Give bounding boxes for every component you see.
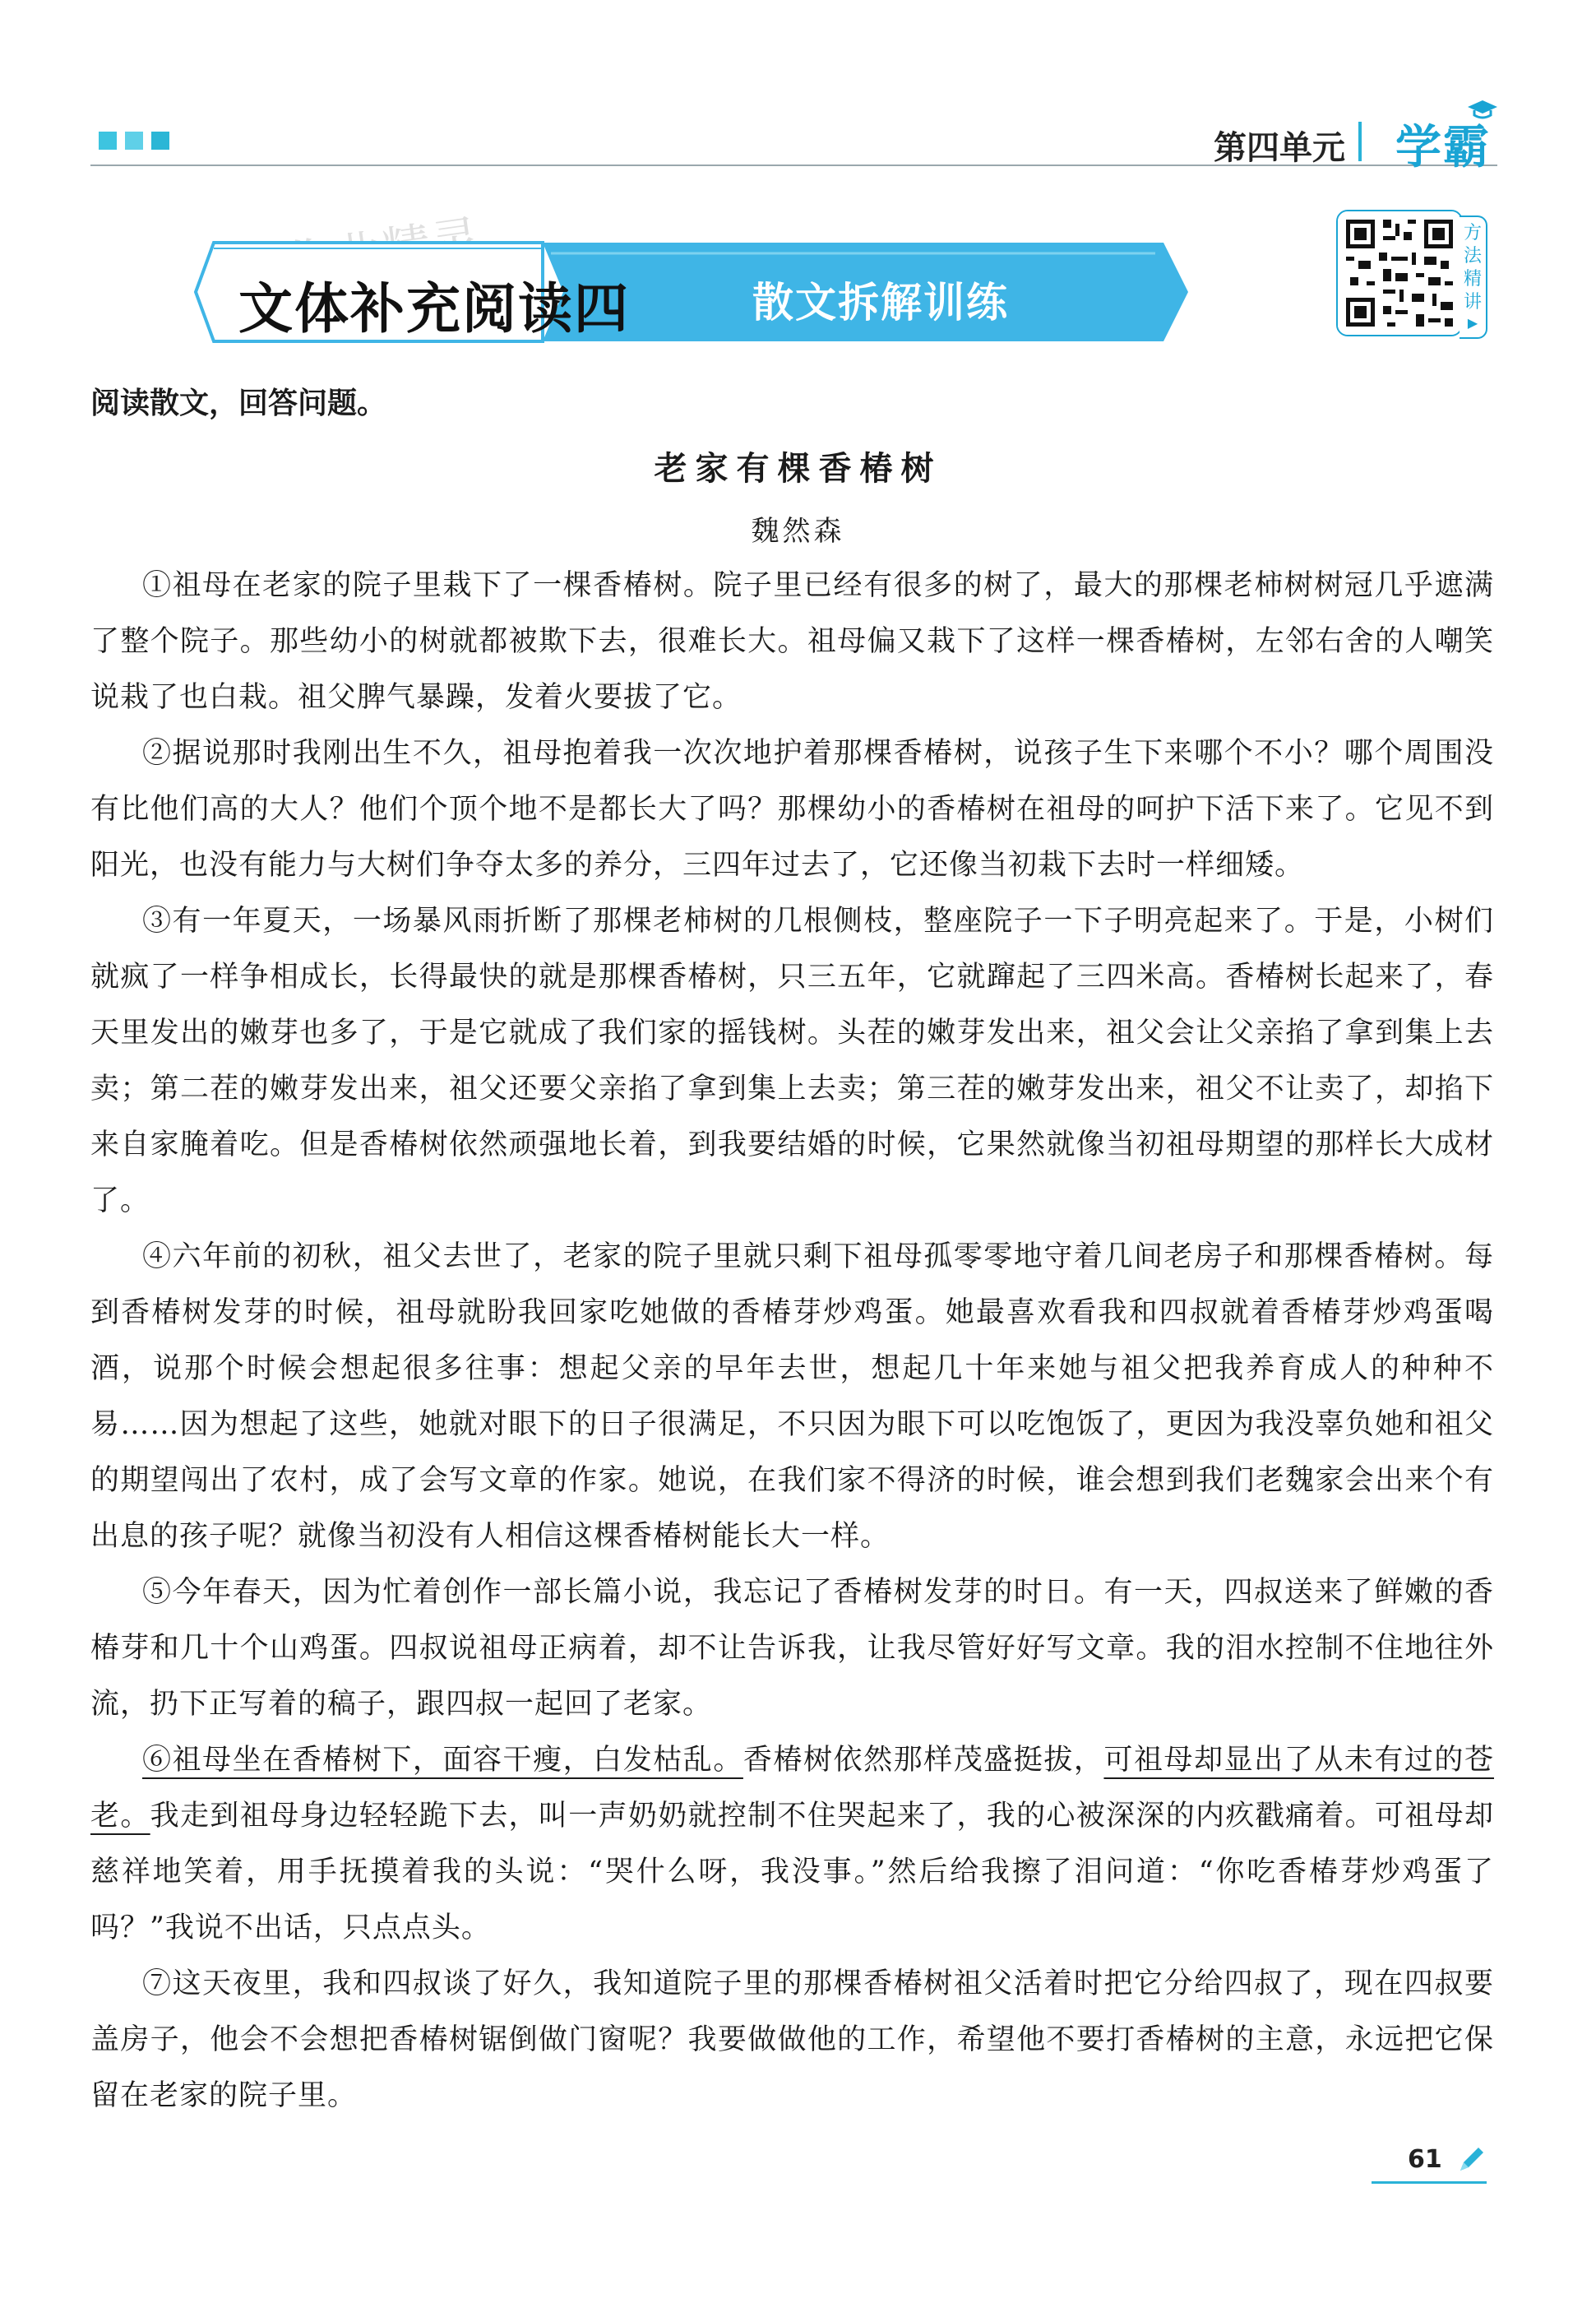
underlined-sentence-1: ⑥祖母坐在香椿树下，面容干瘦，白发枯乱。 — [142, 1744, 743, 1777]
play-icon: ▶ — [1467, 315, 1478, 331]
paragraph-7: ⑦这天夜里，我和四叔谈了好久，我知道院子里的那棵香椿树祖父活着时把它分给四叔了，现在四叔要盖房子，他会不会想把香椿树锯倒做门窗呢？我要做做他的工作，希望他不要打香椿树的主意，永远把它保留在老家的院子里。 — [90, 1967, 1494, 2112]
instruction: 阅读散文，回答问题。 — [90, 387, 387, 420]
paragraph-1: ①祖母在老家的院子里栽下了一棵香椿树。院子里已经有很多的树了，最大的那棵老柿树树冠几乎遮满了整个院子。那些幼小的树就都被欺下去，很难长大。祖母偏又栽下了这样一棵香椿树，左邻右舍的人嘲笑说栽了也白栽。祖父脾气暴躁，发着火要拔了它。 — [90, 569, 1494, 714]
footer-rule — [1372, 2181, 1487, 2184]
paragraph-6-middle: 香椿树依然那样茂盛挺拔， — [742, 1744, 1104, 1777]
article-title: 老家有棵香椿树 — [654, 449, 942, 488]
article-author: 魏然森 — [751, 515, 845, 548]
qr-code[interactable] — [1336, 210, 1463, 336]
header-separator — [1358, 122, 1362, 161]
paragraph-3: ③有一年夏天，一场暴风雨折断了那棵老柿树的几根侧枝，整座院子一下子明亮起来了。于是，小树们就疯了一样争相成长，长得最快的就是那棵香椿树，只三五年，它就蹿起了三四米高。香椿树长起来了，春天里发出的嫩芽也多了，于是它就成了我们家的摇钱树。头茬的嫩芽发出来，祖父会让父亲掐了拿到集上去卖；第二茬的嫩芽发出来，祖父还要父亲掐了拿到集上去卖；第三茬的嫩芽发出来，祖父不让卖了，却掐下来自家腌着吃。但是香椿树依然顽强地长着，到我要结婚的时候，它果然就像当初祖母期望的那样长大成材了。 — [90, 905, 1494, 1217]
paragraph-2: ②据说那时我刚出生不久，祖母抱着我一次次地护着那棵香椿树，说孩子生下来哪个不小？哪个周围没有比他们高的大人？他们个顶个地不是都长大了吗？那棵幼小的香椿树在祖母的呵护下活下来了。它见不到阳光，也没有能力与大树们争夺太多的养分，三四年过去了，它还像当初栽下去时一样细矮。 — [90, 737, 1494, 882]
underlined-sentence-2: 可祖母却显出了从未有过的苍老。 — [90, 1744, 1494, 1833]
pencil-icon — [1455, 2143, 1488, 2176]
paragraph-6-rest: 我走到祖母身边轻轻跪下去，叫一声奶奶就控制不住哭起来了，我的心被深深的内疚戳痛着。可祖母却慈祥地笑着，用手抚摸着我的头说：“哭什么呀，我没事。”然后给我擦了泪问道：“你吃香椿芽炒鸡蛋了吗？”我说不出话，只点点头。 — [90, 1800, 1494, 1944]
banner-subtitle: 散文拆解训练 — [752, 279, 1009, 327]
graduation-cap-icon — [1466, 99, 1499, 120]
paragraph-5: ⑤今年春天，因为忙着创作一部长篇小说，我忘记了香椿树发芽的时日。有一天，四叔送来了鲜嫩的香椿芽和几十个山鸡蛋。四叔说祖母正病着，却不让告诉我，让我尽管好好写文章。我的泪水控制不住地往外流，扔下正写着的稿子，跟四叔一起回了老家。 — [90, 1576, 1494, 1721]
article-body — [90, 558, 1494, 2124]
page-number: 61 — [1408, 2145, 1442, 2174]
header-decor-squares — [99, 132, 169, 150]
paragraph-4: ④六年前的初秋，祖父去世了，老家的院子里就只剩下祖母孤零零地守着几间老房子和那棵香椿树。每到香椿树发芽的时候，祖母就盼我回家吃她做的香椿芽炒鸡蛋。她最喜欢看我和四叔就着香椿芽炒鸡蛋喝酒，说那个时候会想起很多往事：想起父亲的早年去世，想起几十年来她与祖父把我养育成人的种种不易……因为想起了这些，她就对眼下的日子很满足，不只因为眼下可以吃饱饭了，更因为我没辜负她和祖父的期望闯出了农村，成了会写文章的作家。她说，在我们家不得济的时候，谁会想到我们老魏家会出来个有出息的孩子呢？就像当初没有人相信这棵香椿树能长大一样。 — [90, 1240, 1494, 1553]
unit-label: 第四单元 — [1214, 129, 1345, 167]
brand-logo: 学霸 — [1395, 121, 1491, 174]
banner-title: 文体补充阅读四 — [238, 277, 630, 341]
paragraph-6 — [90, 1732, 1494, 1956]
qr-caption: 方 法 精 讲 ▶ — [1460, 215, 1487, 339]
